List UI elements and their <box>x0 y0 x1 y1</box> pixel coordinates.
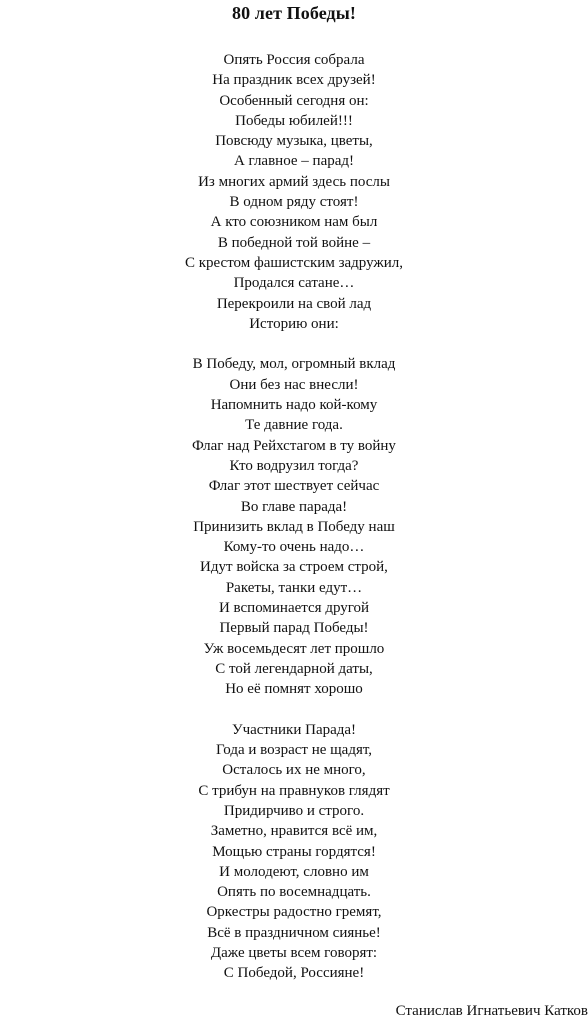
author-signature: Станислав Игнатьевич Катков <box>395 1003 588 1019</box>
poem-line: Историю они: <box>249 315 339 332</box>
stanza-2 <box>0 354 588 699</box>
poem-line: В Победу, мол, огромный вклад <box>192 356 396 373</box>
poem-line: Идут войска за строем строй, <box>200 559 388 576</box>
poem-line: Принизить вклад в Победу наш <box>193 518 395 535</box>
poem-line: Первый парад Победы! <box>219 620 369 637</box>
poem-line: Кому-то очень надо… <box>223 539 365 556</box>
poem-line: В одном ряду стоят! <box>229 194 359 211</box>
poem-line: Всё в праздничном сиянье! <box>207 924 381 941</box>
poem-line: Они без нас внесли! <box>229 376 359 393</box>
poem-line: Но её помнят хорошо <box>225 681 363 698</box>
poem-line: Ракеты, танки едут… <box>225 579 363 596</box>
poem-line: Во главе парада! <box>240 498 348 515</box>
poem-line: С той легендарной даты, <box>215 660 373 677</box>
poem-line: Осталось их не много, <box>222 762 366 779</box>
poem-line: С крестом фашистским задружил, <box>184 254 404 271</box>
poem-body <box>0 50 588 984</box>
stanza-3 <box>0 720 588 984</box>
poem-line: Особенный сегодня он: <box>219 92 369 109</box>
poem-line: Мощью страны гордятся! <box>212 843 376 860</box>
poem-line: Напомнить надо кой-кому <box>210 397 378 414</box>
poem-line: Перекроили на свой лад <box>216 295 372 312</box>
poem-line: Кто водрузил тогда? <box>229 457 359 474</box>
poem-line: Флаг этот шествует сейчас <box>208 478 380 495</box>
poem-line: Придирчиво и строго. <box>223 802 365 819</box>
poem-line: Участники Парада! <box>231 721 357 738</box>
poem-line: Повсюду музыка, цветы, <box>215 133 373 150</box>
poem-line: А кто союзником нам был <box>210 214 378 231</box>
poem-line: И вспоминается другой <box>218 600 370 617</box>
poem-line: Опять Россия собрала <box>223 52 365 68</box>
poem-line: Оркестры радостно гремят, <box>206 904 382 921</box>
poem-line: Победы юбилей!!! <box>235 112 353 129</box>
poem-line: Заметно, нравится всё им, <box>210 823 378 840</box>
poem-line: Флаг над Рейхстагом в ту войну <box>192 437 396 454</box>
poem-line: Те давние года. <box>245 417 343 434</box>
poem-line: Из многих армий здесь послы <box>198 173 390 190</box>
poem-line: С Победой, Россияне! <box>223 965 365 982</box>
poem-line: Уж восемьдесят лет прошло <box>203 640 385 657</box>
stanza-1 <box>0 50 588 334</box>
poem-line: Даже цветы всем говорят: <box>210 945 378 962</box>
poem-line: На праздник всех друзей! <box>212 72 376 89</box>
poem-line: И молодеют, словно им <box>219 863 369 880</box>
poem-line: Продался сатане… <box>233 275 355 292</box>
poem-title: 80 лет Победы! <box>232 3 356 23</box>
poem-line: А главное – парад! <box>233 153 355 170</box>
poem-line: В победной той войне – <box>217 234 371 251</box>
poem-line: С трибун на правнуков глядят <box>198 782 390 799</box>
poem-line: Опять по восемнадцать. <box>217 884 371 901</box>
poem-line: Года и возраст не щадят, <box>215 742 373 759</box>
